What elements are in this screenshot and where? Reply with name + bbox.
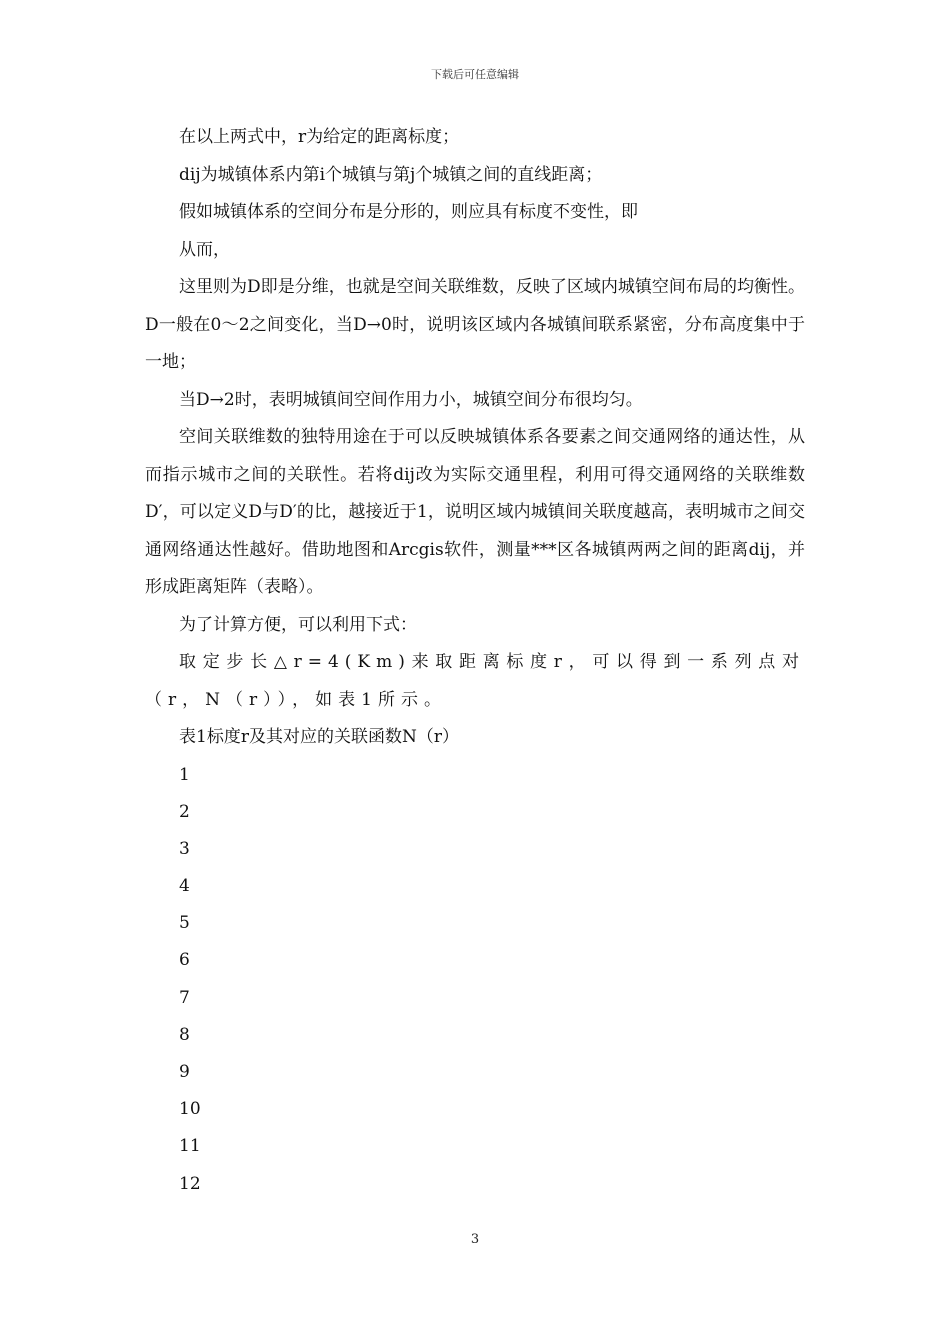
list-item: 10 xyxy=(179,1099,201,1120)
list-item: 6 xyxy=(179,950,190,971)
paragraph: dij为城镇体系内第i个城镇与第j个城镇之间的直线距离； xyxy=(179,164,603,185)
list-item: 5 xyxy=(179,913,190,934)
list-item: 12 xyxy=(179,1173,201,1194)
paragraph: 空间关联维数的独特用途在于可以反映城镇体系各要素之间交通网络的通达性，从而指示城市之间的关联性。若将dij改为实际交通里程，利用可得交通网络的关联维数D′，可以定义D与D′的比，越接近于1，说明区域内城镇间关联度越高，表明城市之间交通网络通达性越好。借助地图和Arcgis软件，测量***区各城镇两两之间的距离dij，并形成距离矩阵（表略）。 xyxy=(145,427,805,597)
list-item: 4 xyxy=(179,876,190,897)
paragraph: 当D→2时，表明城镇间空间作用力小，城镇空间分布很均匀。 xyxy=(179,389,643,410)
table-index-list xyxy=(145,757,805,1203)
list-item: 11 xyxy=(179,1136,201,1157)
paragraph: 为了计算方便，可以利用下式： xyxy=(179,614,417,635)
list-item: 9 xyxy=(179,1062,190,1082)
paragraph: 取定步长△r=4(Km)来取距离标度r，可以得到一系列点对（r，N（r）），如表1所示。 xyxy=(145,652,805,710)
paragraph: 在以上两式中，r为给定的距离标度； xyxy=(179,127,460,147)
paragraph: 从而， xyxy=(179,239,230,260)
table-caption: 表1标度r及其对应的关联函数N（r） xyxy=(179,727,459,747)
list-item: 7 xyxy=(179,987,190,1008)
document-body xyxy=(145,119,805,1203)
list-item: 1 xyxy=(179,764,190,785)
list-item: 8 xyxy=(179,1024,190,1045)
paragraph: 假如城镇体系的空间分布是分形的，则应具有标度不变性，即 xyxy=(179,202,638,222)
list-item: 3 xyxy=(179,838,190,859)
page-number: 3 xyxy=(470,1232,480,1247)
paragraph: 这里则为D即是分维，也就是空间关联维数，反映了区域内城镇空间布局的均衡性。D一般在0～2之间变化，当D→0时，说明该区域内各城镇间联系紧密，分布高度集中于一地； xyxy=(145,277,805,372)
page-header: 下载后可任意编辑 xyxy=(431,68,519,81)
list-item: 2 xyxy=(179,801,190,822)
